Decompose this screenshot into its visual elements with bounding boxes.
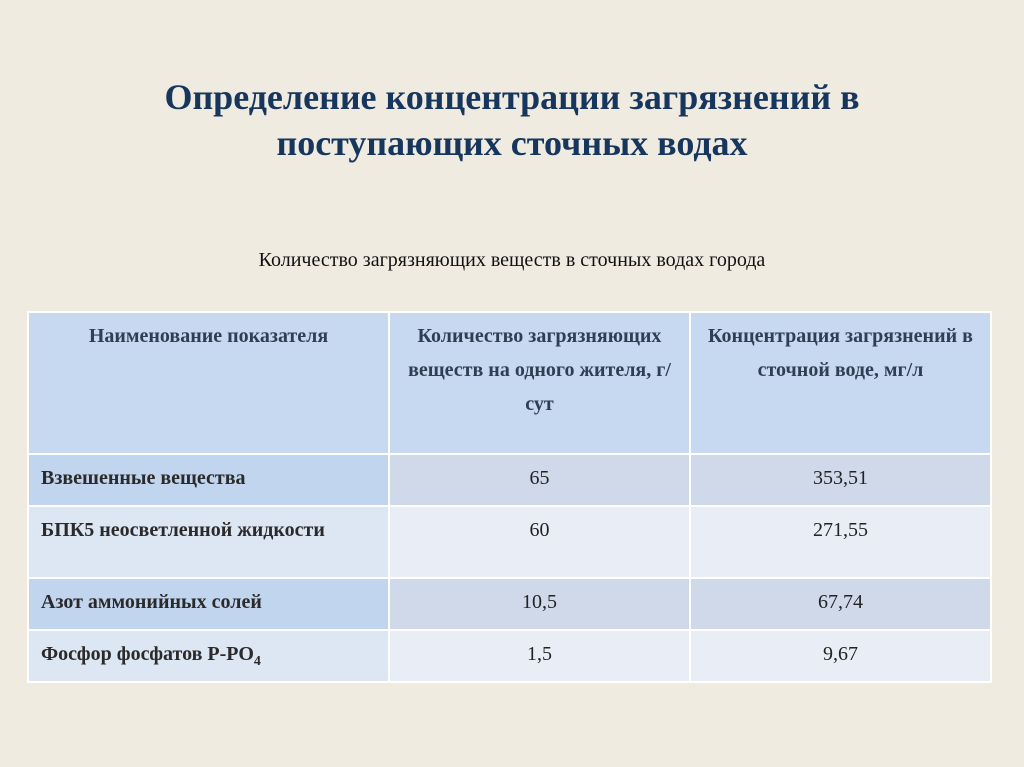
table-header-row [28,312,991,454]
row-concentration: 9,67 [690,630,991,682]
row-per-capita: 1,5 [389,630,690,682]
pollutant-table [27,311,992,683]
row-name: Взвешенные вещества [28,454,389,506]
header-indicator-name: Наименование показателя [28,312,389,454]
row-name [28,630,389,682]
table-row [28,578,991,630]
row-per-capita: 10,5 [389,578,690,630]
row-name: Азот аммонийных солей [28,578,389,630]
row-name: БПК5 неосветленной жидкости [28,506,389,578]
table-row [28,630,991,682]
table-row [28,506,991,578]
header-concentration: Концентрация загрязнений в сточной воде, мг/л [690,312,991,454]
row-concentration: 67,74 [690,578,991,630]
row-name-text: Фосфор фосфатов Р-РО [41,643,254,665]
table-row [28,454,991,506]
row-per-capita: 65 [389,454,690,506]
row-per-capita: 60 [389,506,690,578]
row-name-subscript: 4 [253,654,261,669]
header-per-capita-amount: Количество загрязняющих веществ на одного жителя, г/сут [389,312,690,454]
table-caption: Количество загрязняющих веществ в сточных водах города [258,249,766,271]
row-concentration: 353,51 [690,454,991,506]
slide-title: Определение концентрации загрязнений в поступающих сточных водах [164,77,860,163]
row-concentration: 271,55 [690,506,991,578]
